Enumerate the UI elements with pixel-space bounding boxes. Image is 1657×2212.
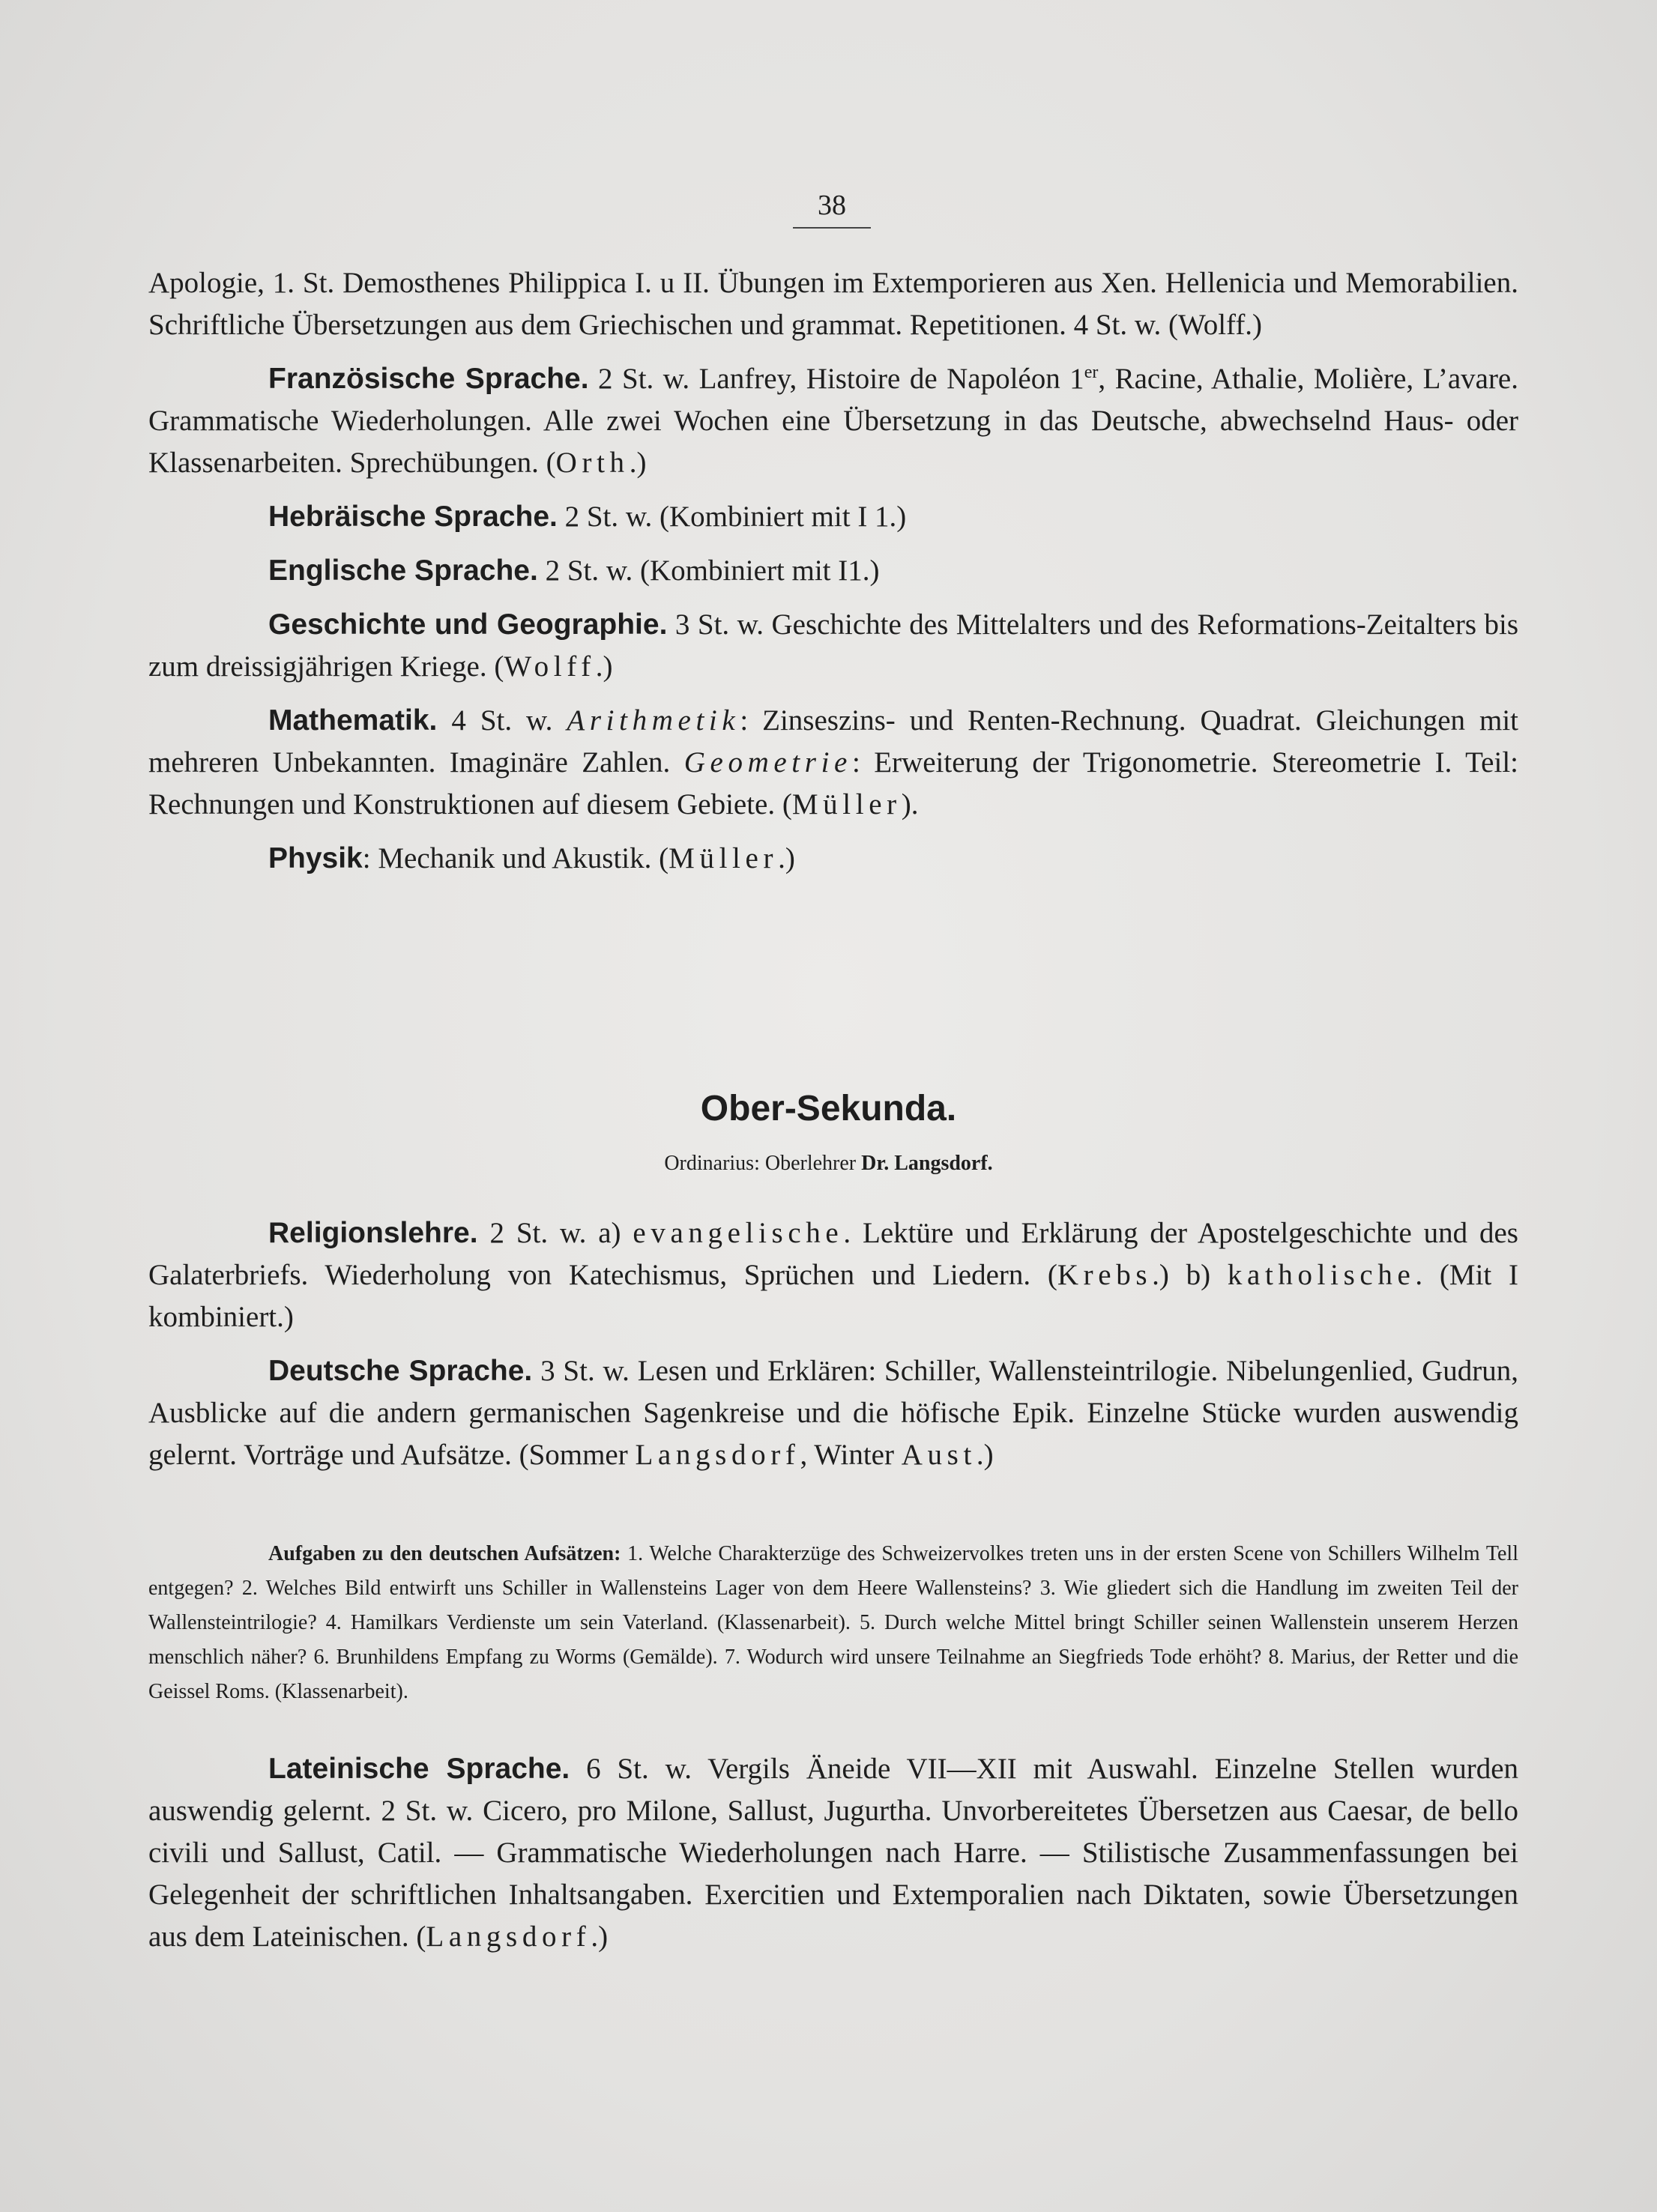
aufgaben-heading: Aufgaben zu den deutschen Aufsätzen: [268, 1542, 621, 1565]
text-mathematik-d: ). [901, 788, 919, 821]
teacher-name: Aust [901, 1439, 977, 1471]
paragraph-religion [148, 1212, 1518, 1338]
teacher-name: Langsdorf [426, 1921, 591, 1953]
teacher-name: Krebs [1057, 1259, 1153, 1291]
text-geschichte-a: 3 St. w. Geschichte des Mittelalters und des Reformations-Zeitalters bis zum dreissigjährigen Kriege. ( [148, 608, 1518, 683]
subject-heading-latein: Lateinische Sprache. [268, 1753, 570, 1785]
subject-heading-franzoesisch: Französische Sprache. [268, 363, 589, 395]
text-mathematik-b: : Zinseszins- und Renten-Rechnung. Quadrat. Gleichungen mit mehreren Unbekannten. Imaginäre Zahlen. [148, 704, 1518, 779]
text-latein-a: 6 St. w. Vergils Äneide VII—XII mit Auswahl. Einzelne Stellen wurden auswendig gelernt. 2 St. w. Cicero, pro Milone, Sallust, Jugurtha. Unvorbereitetes Übersetzen aus Caesar, de bello civili und Sallust, Catil. — Grammatische Wiederholungen nach Harre. — Stilistische Zusammenfassungen bei Gelegenheit der schriftlichen Inhaltsangaben. Exercitien und Extemporalien nach Diktaten, sowie Übersetzungen aus dem Lateinischen. ( [148, 1753, 1519, 1953]
text-franzoesisch-a: 2 St. w. Lanfrey, Histoire de Napoléon 1 [588, 363, 1084, 395]
paragraph-hebraeisch [148, 496, 1518, 538]
paragraph-franzoesisch [148, 358, 1518, 484]
teacher-name: Wolff [504, 650, 596, 683]
text-mathematik-a: 4 St. w. [437, 704, 567, 737]
text-physik-a: : Mechanik und Akustik. ( [362, 842, 669, 874]
upper-section [148, 262, 1518, 880]
paragraph-geschichte [148, 604, 1518, 688]
subject-heading-deutsch: Deutsche Sprache. [268, 1355, 533, 1387]
text-katholische: katholische [1227, 1259, 1416, 1291]
text-evangelische: evangelische [633, 1217, 844, 1249]
text-religion-b: . Lektüre und Erklärung der Apostelgeschichte und des Galaterbriefs. Wiederholung von Katechismus, Sprüchen und Liedern. ( [148, 1217, 1518, 1291]
text-deutsch-b: , Winter [800, 1439, 902, 1471]
paragraph-physik [148, 838, 1518, 880]
subject-heading-religion: Religionslehre. [268, 1217, 478, 1249]
aufgaben-text: 1. Welche Charakterzüge des Schweizervolkes treten uns in der ersten Scene von Schillers Wilhelm Tell entgegen? 2. Welches Bild entwirft uns Schiller in Wallensteins Lager von dem Heere Wallensteins? 3. Wie gliedert sich die Handlung im zweiten Teil der Wallensteintrilogie? 4. Hamilkars Verdienste um sein Vaterland. (Klassenarbeit). 5. Durch welche Mittel bringt Schiller seinen Wallenstein unserem Herzen menschlich näher? 6. Brunhildens Empfang zu Worms (Gemälde). 7. Wodurch wird unsere Teilnahme an Siegfrieds Tode erhöht? 8. Marius, der Retter und die Geissel Roms. (Klassenarbeit). [148, 1542, 1518, 1703]
text-hebraeisch: 2 St. w. (Kombiniert mit I 1.) [557, 501, 907, 533]
subject-heading-mathematik: Mathematik. [268, 704, 438, 737]
subject-heading-physik: Physik [268, 842, 363, 874]
ordinarius-label: Ordinarius: Oberlehrer [664, 1152, 862, 1175]
page-number-rule [793, 227, 871, 229]
topic-geometrie: Geometrie [683, 746, 852, 779]
text-religion-a: 2 St. w. a) [477, 1217, 633, 1249]
latein-section [148, 1748, 1518, 1958]
text-deutsch-c: .) [976, 1439, 994, 1471]
section-title: Ober-Sekunda. [700, 1089, 957, 1128]
text-deutsch-a: 3 St. w. Lesen und Erklären: Schiller, Wallensteintrilogie. Nibelungenlied, Gudrun, Ausblicke auf die andern germanischen Sagenkreise und die höfische Epik. Einzelne Stücke wurden auswendig gelernt. Vorträge und Aufsätze. (Sommer [148, 1355, 1518, 1471]
superscript-er: er [1084, 363, 1099, 382]
text-physik-b: .) [778, 842, 795, 874]
text-mathematik-c: : Erweiterung der Trigonometrie. Stereometrie I. Teil: Rechnungen und Konstruktionen auf diesem Gebiete. ( [148, 746, 1519, 821]
text-englisch: 2 St. w. (Kombiniert mit I1.) [537, 554, 880, 587]
text-religion-c: .) b) [1152, 1259, 1228, 1291]
ober-sekunda-section [148, 1212, 1518, 1476]
text-religion-d: . (Mit I kombiniert.) [148, 1259, 1518, 1333]
aufsatz-topics [148, 1537, 1518, 1709]
teacher-name: Orth [555, 447, 630, 479]
paragraph-deutsch [148, 1350, 1518, 1476]
section-subtitle [0, 1149, 1657, 1179]
teacher-name: Langsdorf [635, 1439, 800, 1471]
text-geschichte-b: .) [595, 650, 613, 683]
text-franzoesisch-b: , Racine, Athalie, Molière, L’avare. Grammatische Wiederholungen. Alle zwei Wochen eine Übersetzung in das Deutsche, abwechselnd Haus- oder Klassenarbeiten. Sprechübungen. ( [148, 363, 1518, 479]
paragraph-aufgaben [148, 1537, 1518, 1709]
text-franzoesisch-c: .) [629, 447, 647, 479]
subject-heading-hebraeisch: Hebräische Sprache. [268, 501, 558, 533]
page-number: 38 [818, 190, 846, 221]
teacher-name: Müller [668, 842, 779, 874]
teacher-name: Müller [791, 788, 902, 821]
subject-heading-geschichte: Geschichte und Geographie. [268, 608, 668, 641]
subject-heading-englisch: Englische Sprache. [268, 554, 538, 587]
paragraph-latein [148, 1748, 1518, 1958]
text-latein-b: .) [591, 1921, 609, 1953]
paragraph-greek-continuation: Apologie, 1. St. Demosthenes Philippica I. u II. Übungen im Extemporieren aus Xen. Hellenicia und Memorabilien. Schriftliche Übersetzungen aus dem Griechischen und grammat. Repetitionen. 4 St. w. (Wolff.) [148, 267, 1518, 341]
paragraph-mathematik [148, 700, 1518, 826]
topic-arithmetik: Arithmetik [567, 704, 740, 737]
ordinarius-name: Dr. Langsdorf. [861, 1152, 993, 1175]
paragraph-englisch [148, 550, 1518, 592]
